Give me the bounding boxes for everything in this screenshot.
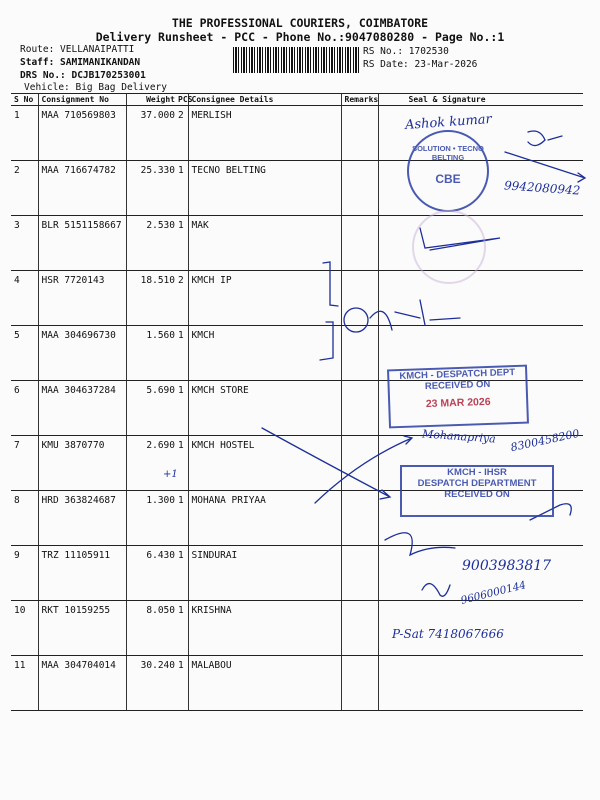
row2-arrow [505, 152, 585, 182]
row-pcs: 1 [178, 381, 188, 436]
row-pcs: 1 [178, 601, 188, 656]
row-pcs: 1 [178, 161, 188, 216]
row-pcs: 1 [178, 326, 188, 381]
row-consignee: MALABOU [188, 656, 341, 711]
company-title: THE PROFESSIONAL COURIERS, COIMBATORE [171, 16, 429, 30]
col-pcs: PCS [178, 95, 193, 104]
row-weight: 1.560 [126, 326, 178, 381]
row8-cross [315, 436, 412, 503]
row-consignee: TECNO BELTING [188, 161, 341, 216]
row-sno: 2 [11, 161, 38, 216]
row-sno: 10 [11, 601, 38, 656]
row-pcs: 1 [178, 491, 188, 546]
row1-signature [528, 131, 562, 146]
row-consignment: TRZ 11105911 [38, 546, 126, 601]
rs-date: RS Date: 23-Mar-2026 [363, 59, 478, 70]
row-weight: 30.240 [126, 656, 178, 711]
row7-name: Mohanapriya [421, 427, 497, 446]
row-weight: 18.510 [126, 271, 178, 326]
runsheet-subtitle: Delivery Runsheet - PCC - Phone No.:9047080280 - Page No.:1 [95, 30, 505, 44]
row-consignee: KMCH HOSTEL [188, 436, 341, 491]
row8-pcs-note: +1 [163, 469, 178, 480]
col-sno: S No [11, 94, 38, 106]
row-consignment: HSR 7720143 [38, 271, 126, 326]
row-consignee: MAK [188, 216, 341, 271]
row-sno: 8 [11, 491, 38, 546]
row-pcs: 1 [178, 216, 188, 271]
row5-bracket [320, 322, 333, 360]
tecno-belting-seal: SOLUTION • TECNO BELTING CBE [407, 130, 489, 212]
row-consignment: HRD 363824687 [38, 491, 126, 546]
rs-number: RS No.: 1702530 [363, 46, 449, 57]
row-sno: 3 [11, 216, 38, 271]
row-consignee: KMCH IP [188, 271, 341, 326]
col-seal: Seal & Signature [378, 94, 583, 106]
row7-arrow [262, 428, 390, 499]
col-remarks: Remarks [341, 94, 378, 106]
row2-phone: 9942080942 [503, 178, 581, 198]
row1-signature-text: Ashok kumar [404, 111, 493, 134]
row-sno: 7 [11, 436, 38, 491]
row11-phone: P-Sat 7418067666 [392, 627, 504, 641]
faint-seal-row3 [412, 210, 486, 284]
row-weight: 5.690 [126, 381, 178, 436]
row-pcs: 2 [178, 106, 188, 161]
row-consignee: KMCH [188, 326, 341, 381]
row-weight: 25.330 [126, 161, 178, 216]
row-pcs: 1 [178, 436, 188, 491]
row-sno: 6 [11, 381, 38, 436]
row10-phone: 9606000144 [459, 579, 528, 607]
row-weight: 6.430 [126, 546, 178, 601]
kmch-despatch-stamp: KMCH - DESPATCH DEPT RECEIVED ON 23 MAR 2026 [387, 365, 529, 429]
row-weight: 37.000 [126, 106, 178, 161]
row-pcs: 2 [178, 271, 188, 326]
route-label: Route: VELLANAIPATTI [20, 44, 135, 55]
row-pcs: 1 [178, 546, 188, 601]
staff-label: Staff: SAMIMANIKANDAN [20, 57, 141, 68]
kmch-ihsr-stamp: KMCH - IHSR DESPATCH DEPARTMENT RECEIVED ON [400, 465, 554, 517]
row-sno: 1 [11, 106, 38, 161]
row-consignee: SINDURAI [188, 546, 341, 601]
row-pcs: 1 [178, 656, 188, 711]
row-consignment: RKT 10159255 [38, 601, 126, 656]
row-sno: 4 [11, 271, 38, 326]
row5-circle [344, 308, 368, 332]
col-consignee: Consignee Details [188, 94, 341, 106]
row-weight: 2.530 [126, 216, 178, 271]
col-weight: Weight [126, 94, 178, 106]
row-weight: 1.300 [126, 491, 178, 546]
col-consignment: Consignment No [38, 94, 126, 106]
row-consignment: MAA 304704014 [38, 656, 126, 711]
row-consignment: MAA 304696730 [38, 326, 126, 381]
row-consignment: MAA 710569803 [38, 106, 126, 161]
vehicle-label: Vehicle: Big Bag Delivery [24, 82, 167, 93]
row-consignment: MAA 716674782 [38, 161, 126, 216]
row-consignment: BLR 5151158667 [38, 216, 126, 271]
row-consignee: KRISHNA [188, 601, 341, 656]
row-sno: 5 [11, 326, 38, 381]
row4-bracket [323, 262, 338, 306]
row9-phone: 9003983817 [462, 558, 552, 574]
row5-signature [370, 300, 460, 330]
row-weight: 2.690 [126, 436, 178, 491]
row-sno: 9 [11, 546, 38, 601]
row10-signature [422, 584, 450, 597]
row-consignee: KMCH STORE [188, 381, 341, 436]
row-consignee: MERLISH [188, 106, 341, 161]
row9-signature [385, 533, 455, 555]
row-consignment: KMU 3870770 [38, 436, 126, 491]
row-consignee: MOHANA PRIYAA [188, 491, 341, 546]
drs-number: DRS No.: DCJB170253001 [20, 70, 146, 81]
row-weight: 8.050 [126, 601, 178, 656]
row-sno: 11 [11, 656, 38, 711]
row7-phone: 8300458200 [509, 426, 581, 455]
row-consignment: MAA 304637284 [38, 381, 126, 436]
